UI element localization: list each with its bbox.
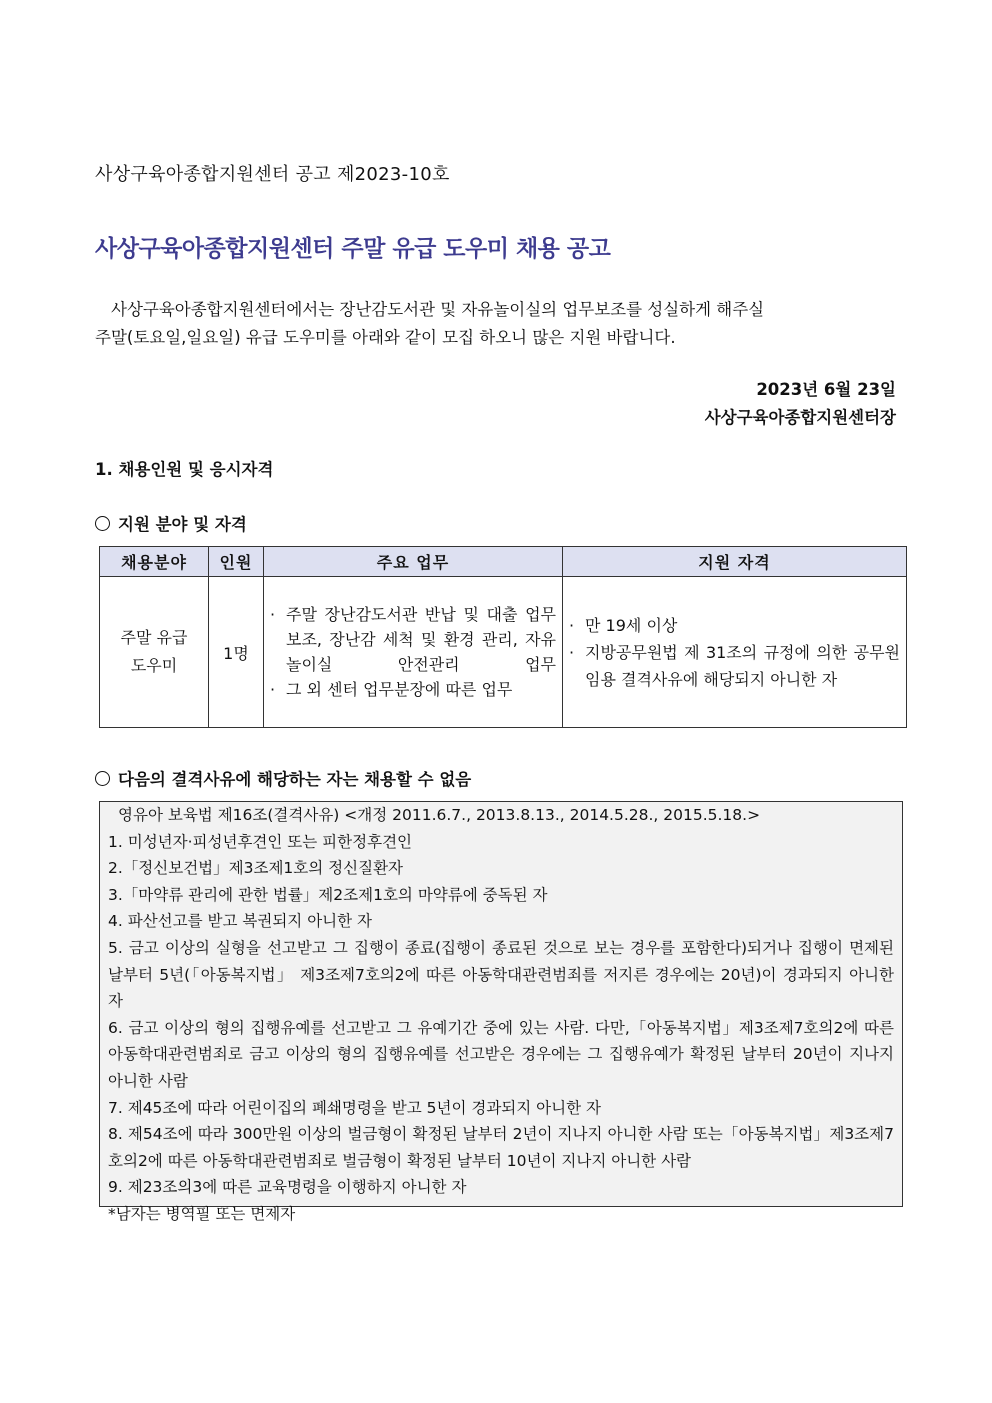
field-line-2: 도우미 xyxy=(130,656,178,675)
cell-count: 1명 xyxy=(209,577,264,728)
cell-field xyxy=(100,577,209,728)
subsection-field-label: 지원 분야 및 자격 xyxy=(118,515,247,534)
list-item: 5. 금고 이상의 실형을 선고받고 그 집행이 종료(집행이 종료된 것으로 보는 경우를 포함한다)되거나 집행이 면제된 날부터 5년(「아동복지법」 제3조제7호의2에 따른 아동학대관련범죄를 저지른 경우에는 20년)이 경과되지 아니한 자 xyxy=(108,938,894,1011)
list-item: 7. 제45조에 따라 어린이집의 폐쇄명령을 받고 5년이 경과되지 아니한 자 xyxy=(108,1098,601,1117)
qualification-item xyxy=(569,612,900,639)
list-item: 6. 금고 이상의 형의 집행유예를 선고받고 그 유예기간 중에 있는 사람. 다만,「아동복지법」제3조제7호의2에 따른 아동학대관련범죄로 금고 이상의 형의 집행유예를 선고받은 경우에는 그 집행유예가 확정된 날부터 20년이 지나지 아니한 사람 xyxy=(108,1018,894,1090)
header-duties: 주요 업무 xyxy=(264,547,563,577)
list-item: 1. 미성년자·피성년후견인 또는 피한정후견인 xyxy=(108,832,413,851)
subsection-disqualification-heading xyxy=(95,766,471,790)
list-item: 3.「마약류 관리에 관한 법률」제2조제1호의 마약류에 중독된 자 xyxy=(108,885,548,904)
duty-item xyxy=(270,602,556,677)
header-count: 인원 xyxy=(209,547,264,577)
duty-item xyxy=(270,677,556,702)
bullet-dot-icon: · xyxy=(270,605,276,624)
bullet-dot-icon: · xyxy=(569,615,575,635)
recruitment-table xyxy=(99,546,907,728)
duty-text: 그 외 센터 업무분장에 따른 업무 xyxy=(286,680,513,699)
list-item: 8. 제54조에 따라 300만원 이상의 벌금형이 확정된 날부터 2년이 지나지 아니한 사람 또는「아동복지법」제3조제7호의2에 따른 아동학대관련범죄로 벌금형이 확정된 날부터 10년이 지나지 아니한 사람 xyxy=(108,1125,894,1170)
disqualification-box xyxy=(99,801,903,1223)
list-item: 2.「정신보건법」제3조제1호의 정신질환자 xyxy=(108,859,404,878)
header-field: 채용분야 xyxy=(100,547,209,577)
field-line-1: 주말 유급 xyxy=(120,628,188,647)
notice-date: 2023년 6월 23일 xyxy=(756,380,896,399)
cell-qualifications xyxy=(563,577,907,728)
subsection-disqualification-label: 다음의 결격사유에 해당하는 자는 채용할 수 없음 xyxy=(118,770,472,789)
qualification-item xyxy=(569,639,900,693)
table-row xyxy=(100,577,907,728)
header-qualifications: 지원 자격 xyxy=(563,547,907,577)
qualification-text: 만 19세 이상 xyxy=(585,615,678,635)
qualification-text: 지방공무원법 제 31조의 규정에 의한 공무원 임용 결격사유에 해당되지 아니한 자 xyxy=(585,642,900,689)
military-note: *남자는 병역필 또는 면제자 xyxy=(108,1204,296,1223)
circle-bullet-icon xyxy=(95,771,110,786)
section-heading-1: 1. 채용인원 및 응시자격 xyxy=(95,460,274,479)
bullet-dot-icon: · xyxy=(270,680,276,699)
bullet-dot-icon: · xyxy=(569,642,575,662)
page-title: 사상구육아종합지원센터 주말 유급 도우미 채용 공고 xyxy=(95,236,611,262)
circle-bullet-icon xyxy=(95,516,110,531)
intro-line-2: 주말(토요일,일요일) 유급 도우미를 아래와 같이 모집 하오니 많은 지원 바랍니다. xyxy=(95,328,676,347)
notice-number: 사상구육아종합지원센터 공고 제2023-10호 xyxy=(95,164,450,185)
signature-block xyxy=(705,376,896,432)
issuer-name: 사상구육아종합지원센터장 xyxy=(704,408,896,427)
subsection-field-heading xyxy=(95,511,247,535)
intro-paragraph xyxy=(95,296,895,352)
list-item: 4. 파산선고를 받고 복권되지 아니한 자 xyxy=(108,912,373,931)
cell-duties xyxy=(264,577,563,728)
list-item: 9. 제23조의3에 따른 교육명령을 이행하지 아니한 자 xyxy=(108,1178,467,1197)
table-header-row xyxy=(100,547,907,577)
disqualification-header: 영유아 보육법 제16조(결격사유) <개정 2011.6.7., 2013.8.13., 2014.5.28., 2015.5.18.> xyxy=(118,806,761,824)
intro-line-1: 사상구육아종합지원센터에서는 장난감도서관 및 자유놀이실의 업무보조를 성실하게 해주실 xyxy=(111,300,765,319)
duty-text: 주말 장난감도서관 반납 및 대출 업무보조, 장난감 세척 및 환경 관리, 자유놀이실 안전관리 업무 xyxy=(286,605,556,674)
